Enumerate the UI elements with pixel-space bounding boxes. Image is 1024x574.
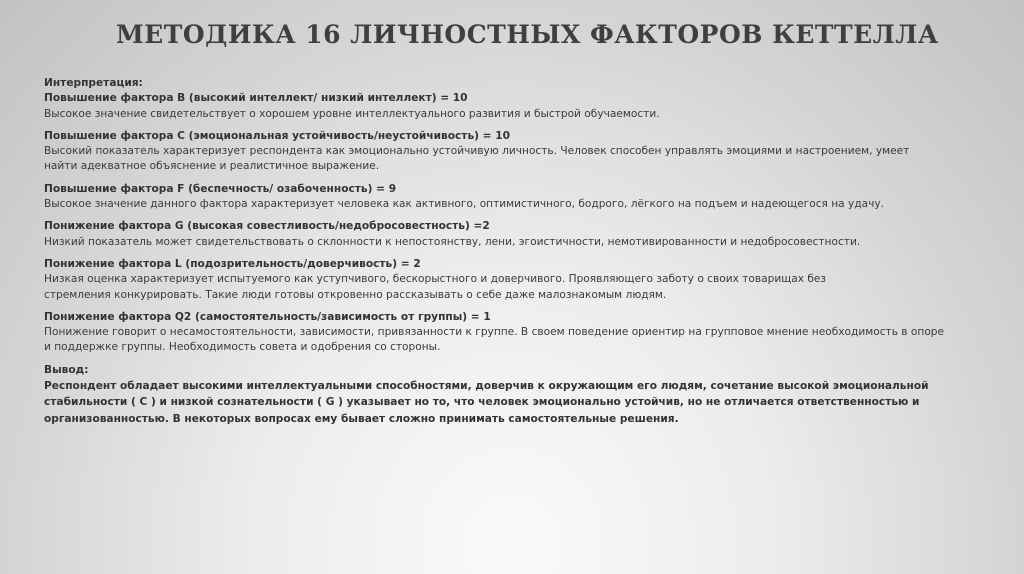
slide-content <box>44 76 994 427</box>
interpretation-label: Интерпретация: <box>44 77 143 89</box>
conclusion-label: Вывод: <box>44 363 89 376</box>
conclusion-text: Респондент обладает высокими интеллектуальными способностями, доверчив к окружающим его людям, сочетание высокой эмоциональной стабильности ( С ) и низкой сознательности ( G ) указывает но то, что человек эмоционально устойчив, но не отличается ответственностью и организованностью. В некоторых вопросах ему бывает сложно принимать самостоятельные решения. <box>44 380 929 425</box>
factor-heading: Повышение фактора С (эмоциональная устойчивость/неустойчивость) = 10 <box>44 129 510 142</box>
factor-block-c <box>44 129 994 175</box>
factor-heading: Повышение фактора В (высокий интеллект/ низкий интеллект) = 10 <box>44 92 468 105</box>
factor-description: Низкий показатель может свидетельствовать о склонности к непостоянству, лени, эгоистичности, немотивированности и недобросовестности. <box>44 235 861 248</box>
factor-block-g <box>44 219 994 250</box>
factor-description: Высокое значение свидетельствует о хорошем уровне интеллектуального развития и быстрой обучаемости. <box>44 107 660 120</box>
factor-block-q2 <box>44 310 994 356</box>
factor-heading: Понижение фактора Q2 (самостоятельность/зависимость от группы) = 1 <box>44 310 491 323</box>
slide-title: МЕТОДИКА 16 ЛИЧНОСТНЫХ ФАКТОРОВ КЕТТЕЛЛА <box>116 20 939 49</box>
factor-block-b <box>44 91 994 122</box>
factor-description: Понижение говорит о несамостоятельности, зависимости, привязанности к группе. В своем поведение ориентир на групповое мнение необходимость в опоре и поддержке группы. Необходимость совета и одобрения со стороны. <box>44 326 945 354</box>
factor-description: Высокое значение данного фактора характеризует человека как активного, оптимистичного, бодрого, лёгкого на подъем и надеющегося на удачу. <box>44 198 885 211</box>
factor-heading: Понижение фактора L (подозрительность/доверчивость) = 2 <box>44 257 421 270</box>
factor-description: Высокий показатель характеризует респондента как эмоционально устойчивую личность. Человек способен управлять эмоциями и настроением, умеет найти адекватное объяснение и реалистичное выражение. <box>44 145 910 173</box>
factor-block-f <box>44 182 994 213</box>
factor-block-l <box>44 257 994 303</box>
factor-description: Низкая оценка характеризует испытуемого как уступчивого, бескорыстного и доверчивого. Проявляющего заботу о своих товарищах без стремления конкурировать. Такие люди готовы откровенно рассказывать о себе даже малознакомым людям. <box>44 273 827 301</box>
factor-heading: Повышение фактора F (беспечность/ озабоченность) = 9 <box>44 182 397 195</box>
factor-heading: Понижение фактора G (высокая совестливость/недобросовестность) =2 <box>44 220 490 233</box>
